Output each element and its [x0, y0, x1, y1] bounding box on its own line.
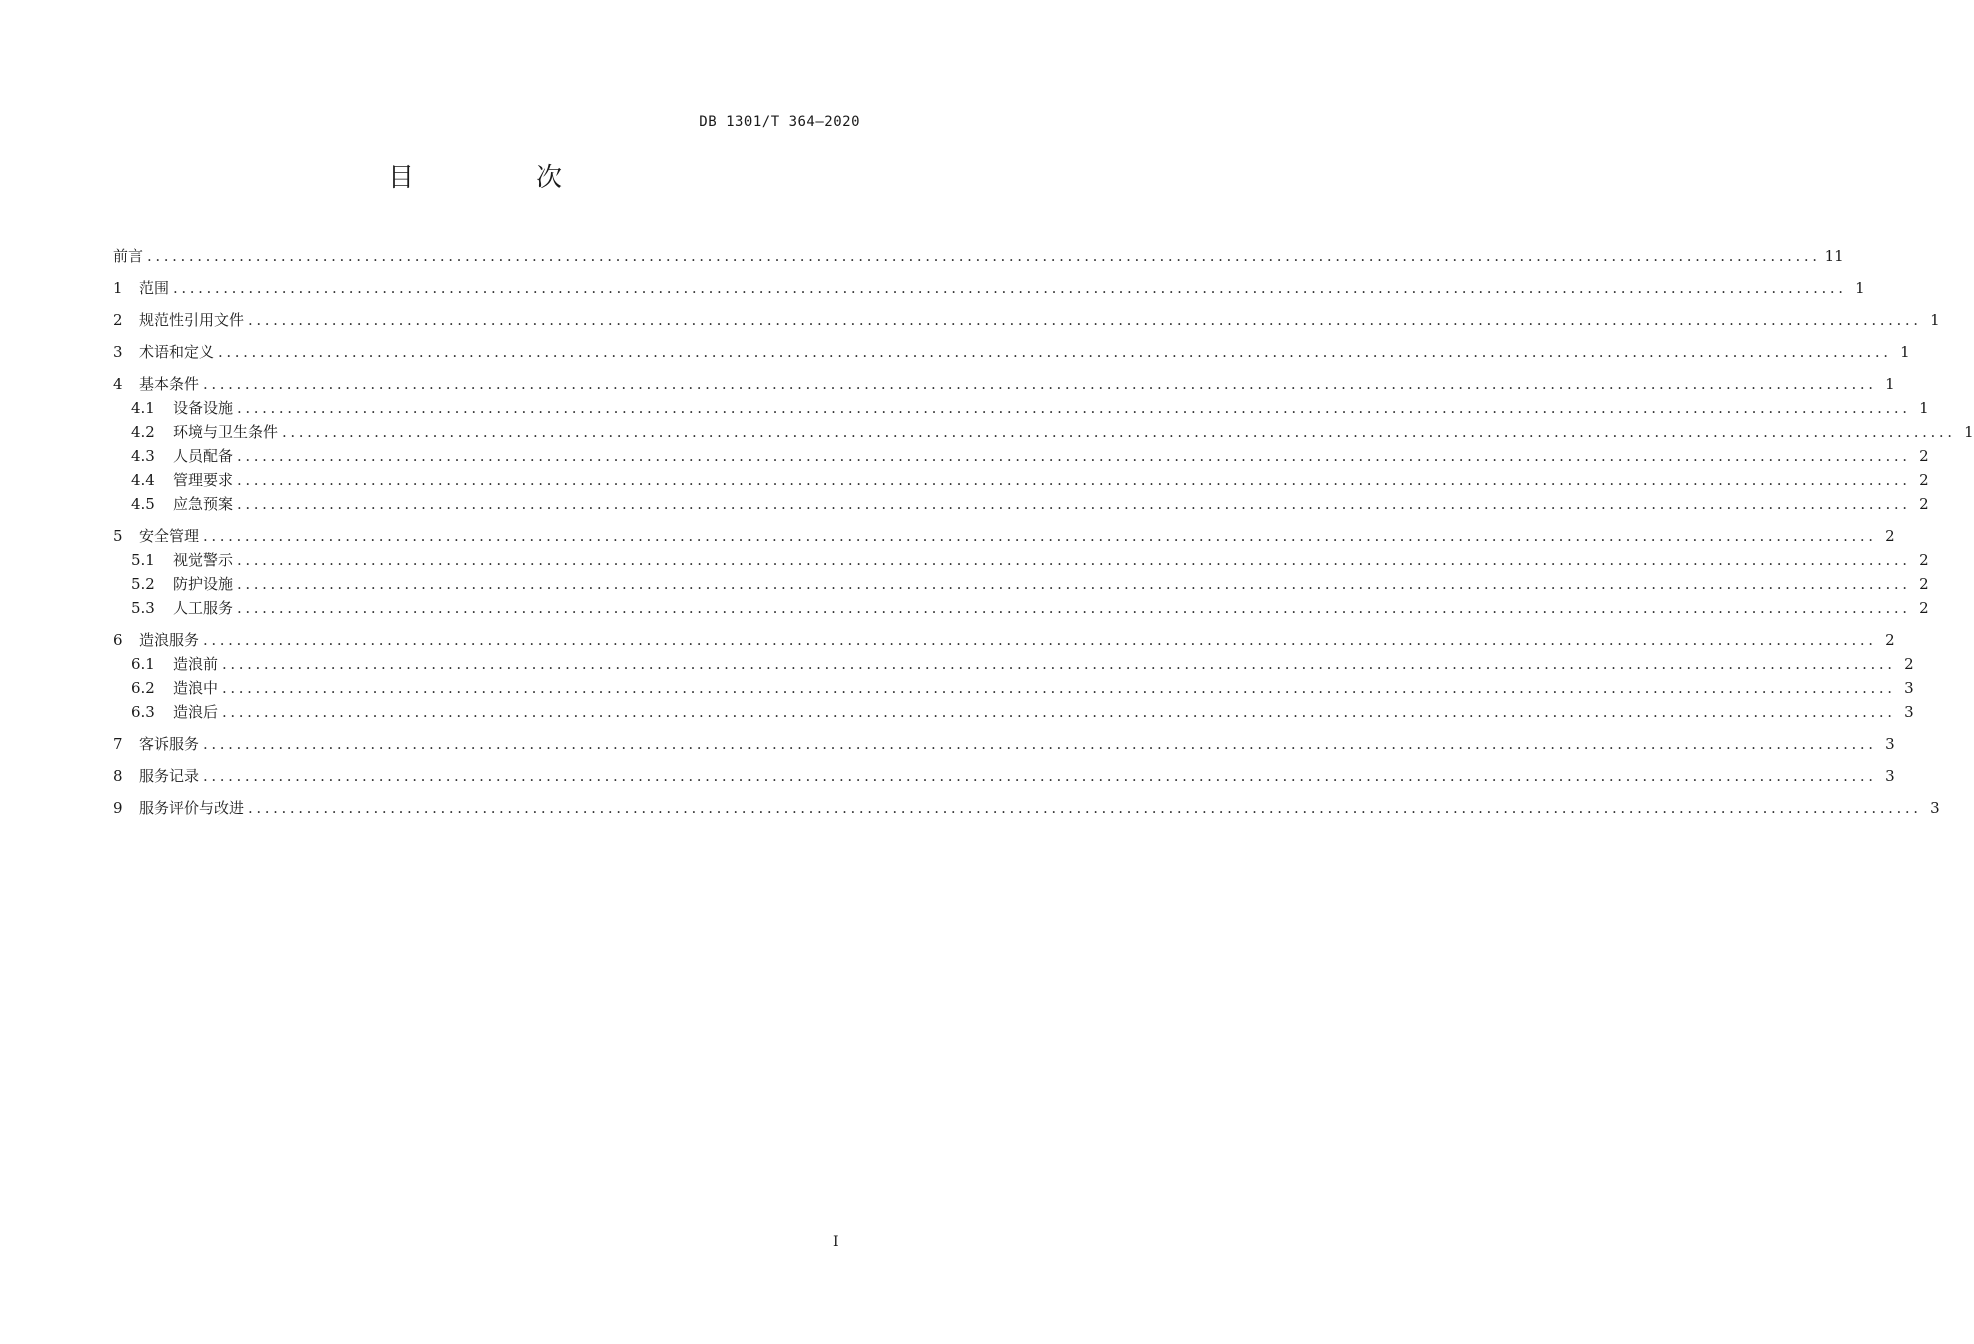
toc-entry-number: 5.2	[131, 575, 155, 593]
toc-entry-number: 6.2	[131, 679, 155, 697]
toc-entry-label: 服务评价与改进	[139, 799, 245, 817]
toc-chapter-row[interactable]	[113, 764, 1895, 788]
toc-entry-number: 4.4	[131, 471, 155, 489]
toc-entry-page: 3	[1904, 703, 1914, 721]
document-code: DB 1301/T 364—2020	[699, 114, 860, 130]
toc-entry-number: 4.3	[131, 447, 155, 465]
toc-dot-leader: ........................................................................................................................................................................................................	[222, 703, 1896, 721]
toc-entry-number: 6	[113, 631, 123, 649]
toc-entry-label: 基本条件	[139, 375, 200, 393]
toc-entry-number: 9	[113, 799, 123, 817]
toc-entry-page: 3	[1885, 735, 1895, 753]
toc-entry-label: 人员配备	[173, 447, 234, 465]
toc-dot-leader: ........................................................................................................................................................................................................	[203, 631, 1877, 649]
toc-entry-page: 2	[1885, 631, 1895, 649]
toc-dot-leader: ........................................................................................................................................................................................................	[237, 471, 1911, 489]
toc-section-row[interactable]	[113, 676, 1914, 700]
toc-chapter-row[interactable]	[113, 732, 1895, 756]
toc-entry-page: 2	[1904, 655, 1914, 673]
toc-section-row[interactable]	[113, 396, 1929, 420]
toc-dot-leader: ........................................................................................................................................................................................................	[237, 447, 1911, 465]
toc-entry-page: 3	[1930, 799, 1940, 817]
toc-entry-label: 应急预案	[173, 495, 234, 513]
table-of-contents	[113, 244, 1974, 820]
toc-entry-number: 3	[113, 343, 123, 361]
toc-section-row[interactable]	[113, 700, 1914, 724]
toc-entry-page: 1	[1930, 311, 1940, 329]
toc-entry-number: 1	[113, 279, 123, 297]
toc-dot-leader: ........................................................................................................................................................................................................	[222, 679, 1896, 697]
toc-entry-number: 5.1	[131, 551, 155, 569]
toc-entry-number: 6.3	[131, 703, 155, 721]
toc-entry-number: 4	[113, 375, 123, 393]
toc-dot-leader: ........................................................................................................................................................................................................	[237, 495, 1911, 513]
toc-dot-leader: ........................................................................................................................................................................................................	[282, 423, 1956, 441]
toc-chapter-row[interactable]	[113, 372, 1895, 396]
toc-entry-label: 管理要求	[173, 471, 234, 489]
toc-entry-page: 1	[1855, 279, 1865, 297]
toc-entry-label: 前言	[113, 247, 144, 265]
toc-entry-number: 4.5	[131, 495, 155, 513]
toc-entry-page: 3	[1885, 767, 1895, 785]
toc-entry-page: 2	[1919, 575, 1929, 593]
toc-entry-label: 规范性引用文件	[139, 311, 245, 329]
toc-dot-leader: ........................................................................................................................................................................................................	[203, 735, 1877, 753]
toc-entry-label: 客诉服务	[139, 735, 200, 753]
toc-entry-page: 2	[1919, 599, 1929, 617]
toc-entry-label: 造浪中	[173, 679, 219, 697]
toc-dot-leader: ........................................................................................................................................................................................................	[218, 343, 1892, 361]
toc-entry-label: 环境与卫生条件	[173, 423, 279, 441]
toc-dot-leader: ........................................................................................................................................................................................................	[203, 375, 1877, 393]
toc-entry-page: 2	[1885, 527, 1895, 545]
toc-entry-number: 2	[113, 311, 123, 329]
toc-chapter-row[interactable]	[113, 628, 1895, 652]
toc-dot-leader: ........................................................................................................................................................................................................	[248, 799, 1922, 817]
toc-entry-label: 安全管理	[139, 527, 200, 545]
toc-entry-number: 5	[113, 527, 123, 545]
toc-entry-number: 8	[113, 767, 123, 785]
toc-dot-leader: ........................................................................................................................................................................................................	[203, 767, 1877, 785]
toc-entry-label: 范围	[139, 279, 170, 297]
toc-entry-page: 1	[1964, 423, 1974, 441]
toc-chapter-row[interactable]	[113, 244, 1844, 268]
toc-entry-number: 6.1	[131, 655, 155, 673]
toc-section-row[interactable]	[113, 468, 1929, 492]
toc-entry-number: 7	[113, 735, 123, 753]
toc-entry-page: 2	[1919, 551, 1929, 569]
toc-chapter-row[interactable]	[113, 276, 1865, 300]
toc-entry-label: 造浪前	[173, 655, 219, 673]
toc-entry-page: 3	[1904, 679, 1914, 697]
toc-entry-page: 11	[1824, 247, 1844, 265]
toc-entry-number: 4.2	[131, 423, 155, 441]
toc-dot-leader: ........................................................................................................................................................................................................	[237, 599, 1911, 617]
toc-entry-label: 人工服务	[173, 599, 234, 617]
toc-entry-number: 4.1	[131, 399, 155, 417]
toc-entry-label: 视觉警示	[173, 551, 234, 569]
toc-dot-leader: ........................................................................................................................................................................................................	[248, 311, 1922, 329]
toc-section-row[interactable]	[113, 572, 1929, 596]
toc-dot-leader: ........................................................................................................................................................................................................	[222, 655, 1896, 673]
page-number: I	[833, 1234, 839, 1250]
toc-chapter-row[interactable]	[113, 796, 1940, 820]
toc-dot-leader: ........................................................................................................................................................................................................	[237, 551, 1911, 569]
toc-entry-page: 2	[1919, 447, 1929, 465]
toc-dot-leader: ........................................................................................................................................................................................................	[237, 399, 1911, 417]
toc-entry-label: 服务记录	[139, 767, 200, 785]
toc-entry-page: 2	[1919, 471, 1929, 489]
toc-entry-page: 2	[1919, 495, 1929, 513]
toc-chapter-row[interactable]	[113, 340, 1910, 364]
toc-section-row[interactable]	[113, 420, 1974, 444]
toc-entry-page: 1	[1919, 399, 1929, 417]
toc-chapter-row[interactable]	[113, 524, 1895, 548]
toc-entry-label: 造浪服务	[139, 631, 200, 649]
toc-entry-page: 1	[1900, 343, 1910, 361]
toc-dot-leader: ........................................................................................................................................................................................................	[173, 279, 1847, 297]
toc-entry-page: 1	[1885, 375, 1895, 393]
toc-dot-leader: ........................................................................................................................................................................................................	[237, 575, 1911, 593]
toc-section-row[interactable]	[113, 444, 1929, 468]
toc-section-row[interactable]	[113, 492, 1929, 516]
toc-entry-label: 防护设施	[173, 575, 234, 593]
toc-chapter-row[interactable]	[113, 308, 1940, 332]
toc-dot-leader: ........................................................................................................................................................................................................	[147, 247, 1821, 265]
page-title: 目 次	[387, 163, 610, 193]
toc-entry-label: 设备设施	[173, 399, 234, 417]
toc-entry-label: 造浪后	[173, 703, 219, 721]
toc-entry-label: 术语和定义	[139, 343, 215, 361]
toc-section-row[interactable]	[113, 596, 1929, 620]
toc-section-row[interactable]	[113, 548, 1929, 572]
toc-dot-leader: ........................................................................................................................................................................................................	[203, 527, 1877, 545]
toc-section-row[interactable]	[113, 652, 1914, 676]
toc-entry-number: 5.3	[131, 599, 155, 617]
